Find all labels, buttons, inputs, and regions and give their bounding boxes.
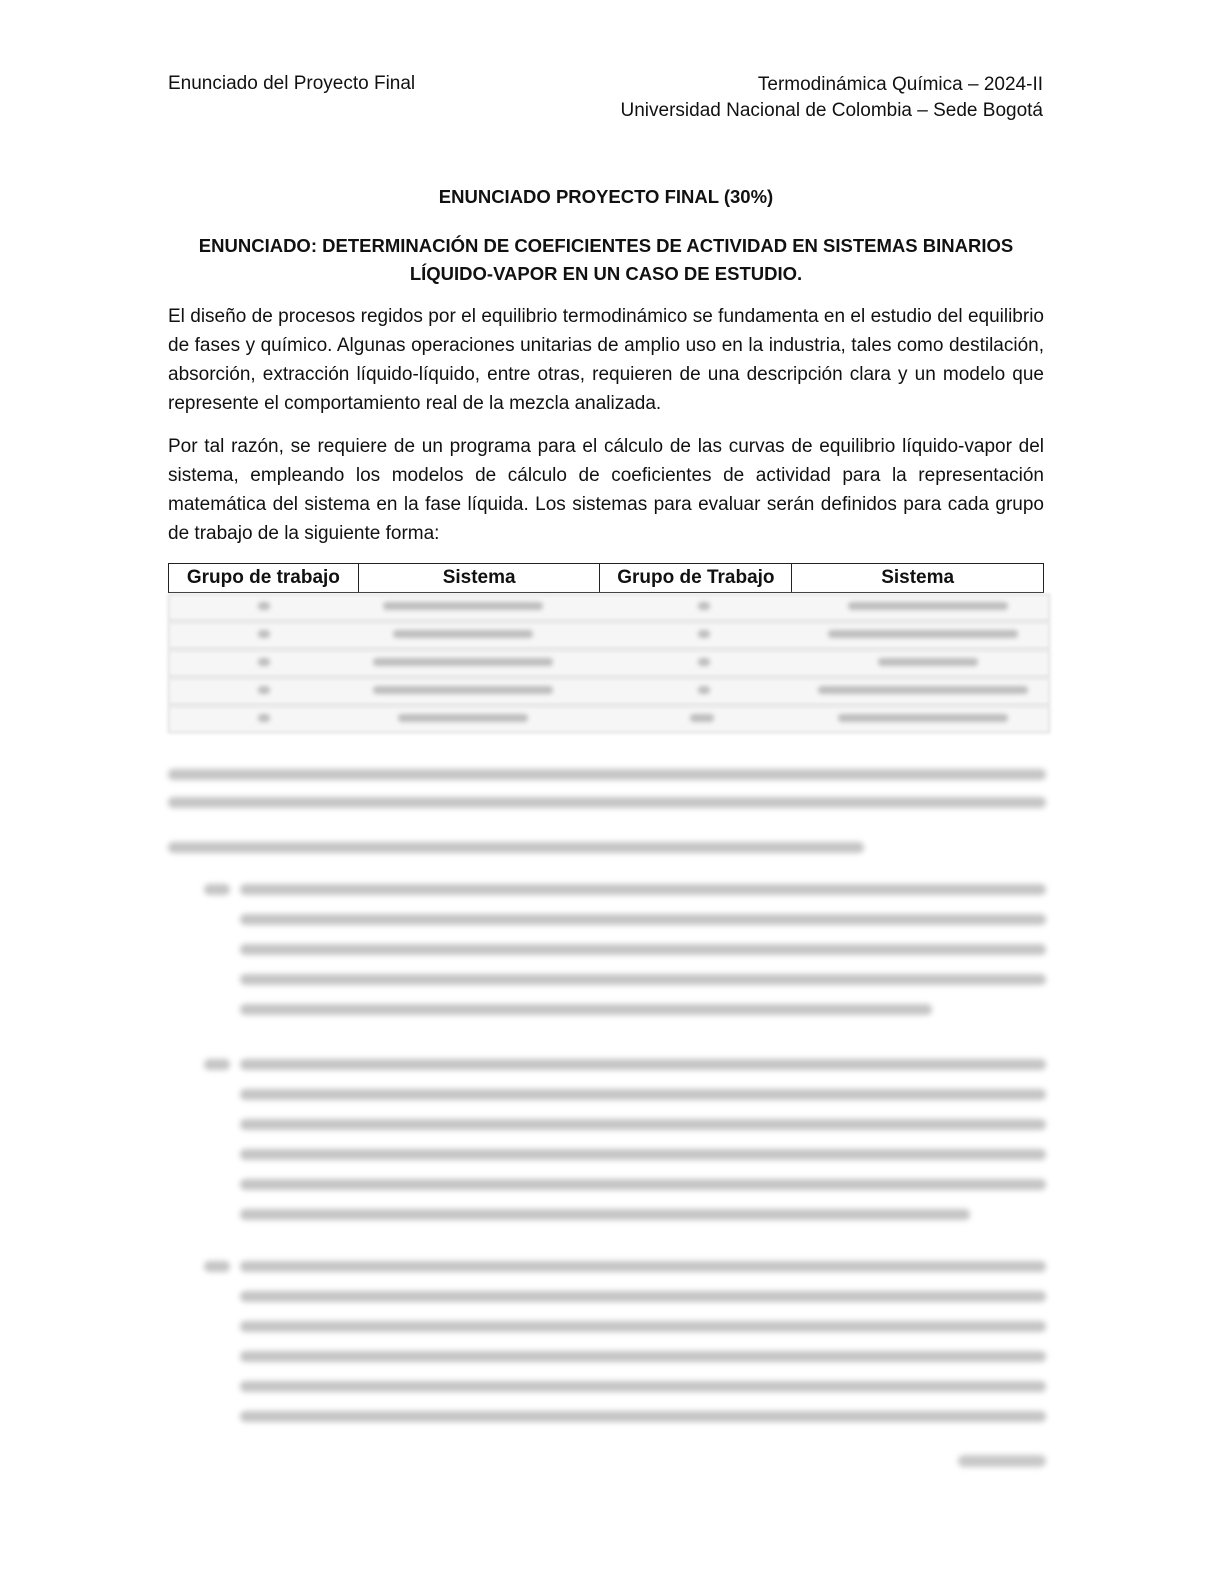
header-left: Enunciado del Proyecto Final <box>168 73 416 94</box>
table-header-row <box>169 564 1044 593</box>
subtitle-line-1: ENUNCIADO: DETERMINACIÓN DE COEFICIENTES DE ACTIVIDAD EN SISTEMAS BINARIOS <box>198 235 1014 256</box>
document-subtitle <box>168 232 1044 288</box>
subtitle-line-2: LÍQUIDO-VAPOR EN UN CASO DE ESTUDIO. <box>409 263 803 284</box>
header-right <box>621 72 1043 124</box>
blurred-table-body <box>168 594 1048 734</box>
blurred-list-item <box>204 1055 1048 1225</box>
document-title: ENUNCIADO PROYECTO FINAL (30%) <box>438 186 774 207</box>
header-right-line1: Termodinámica Química – 2024-II <box>757 74 1043 95</box>
paragraph-1: El diseño de procesos regidos por el equilibrio termodinámico se fundamenta en el estudio del equilibrio de fases y químico. Algunas operaciones unitarias de amplio uso en la industria, tales como destilación, absorción, extracción líquido-líquido, entre otras, requieren de una descripción clara y un modelo que represente el comportamiento real de la mezcla analizada. <box>168 306 1044 414</box>
paragraph-2: Por tal razón, se requiere de un programa para el cálculo de las curvas de equilibrio líquido-vapor del sistema, empleando los modelos de cálculo de coeficientes de actividad para la representación matemática del sistema en la fase líquida. Los sistemas para evaluar serán definidos para cada grupo de trabajo de la siguiente forma: <box>168 436 1044 544</box>
blurred-list-item <box>204 1257 1048 1427</box>
blurred-paragraph <box>168 838 1048 858</box>
table-header-cell: Sistema <box>358 564 600 593</box>
blurred-list-item <box>204 880 1048 1020</box>
table-header-cell: Grupo de Trabajo <box>600 564 792 593</box>
header-right-line2: Universidad Nacional de Colombia – Sede Bogotá <box>620 100 1043 121</box>
table-header-cell: Grupo de trabajo <box>169 564 359 593</box>
groups-table <box>168 563 1044 593</box>
blurred-paragraph <box>168 765 1048 815</box>
table-header-cell: Sistema <box>792 564 1044 593</box>
blurred-page-number <box>958 1455 1046 1467</box>
